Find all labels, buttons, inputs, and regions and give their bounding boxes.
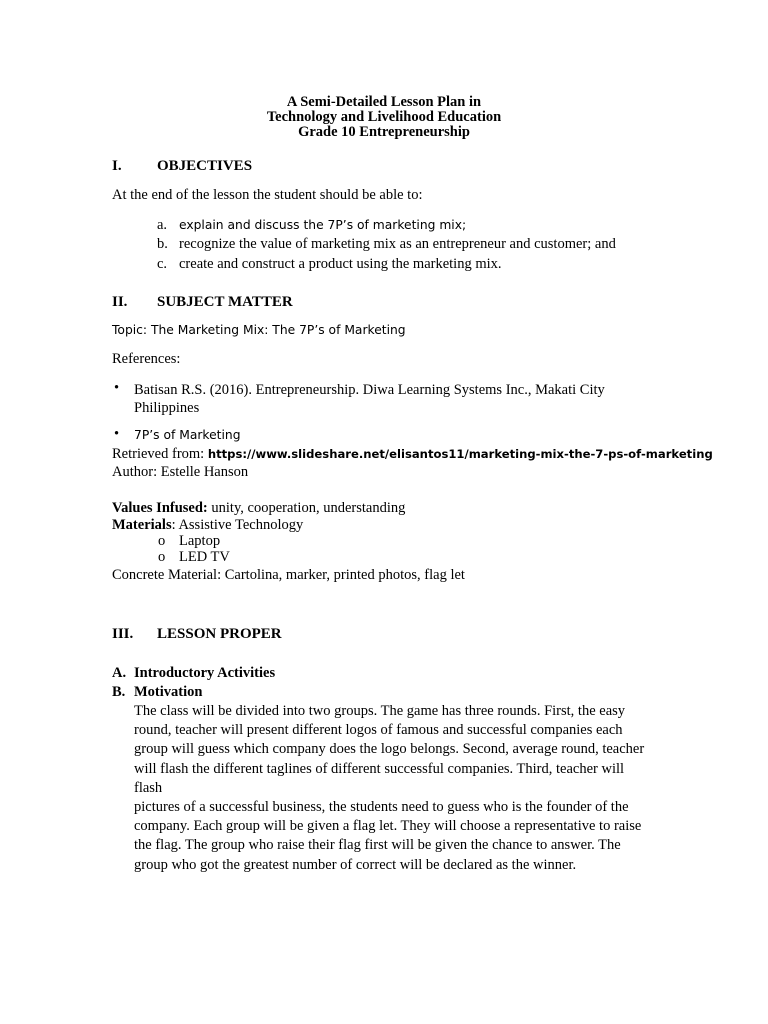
motivation-paragraph [134,702,654,875]
reference-1-line1: Batisan R.S. (2016). Entrepreneurship. Diwa Learning Systems Inc., Makati City [134,382,605,398]
subject-matter-heading: SUBJECT MATTER [157,294,293,310]
motivation-line: pictures of a successful business, the students need to guess who is the founder of the [134,799,629,816]
subject-matter-numeral: II. [112,294,128,310]
objectives-numeral: I. [112,158,122,174]
concrete-material-line: Concrete Material: Cartolina, marker, printed photos, flag let [112,567,465,583]
document-title-line3: Grade 10 Entrepreneurship [298,124,470,140]
values-infused-text: unity, cooperation, understanding [207,500,406,516]
objective-item-a: explain and discuss the 7P’s of marketing mix; [179,218,467,232]
material-item-laptop: Laptop [179,533,221,549]
reference-2-title: 7P’s of Marketing [134,428,241,442]
document-title-line2: Technology and Livelihood Education [266,109,502,125]
motivation-line: group will guess which company does the logo belongs. Second, average round, teacher [134,741,645,758]
lesson-proper-numeral: III. [112,626,134,642]
values-infused-line [112,501,405,516]
objectives-heading: OBJECTIVES [157,158,253,174]
material-marker: o [158,549,166,565]
topic-line: Topic: The Marketing Mix: The 7P’s of Marketing [112,323,406,337]
objective-marker-c: c. [157,256,168,272]
motivation-line: group who got the greatest number of correct will be declared as the winner. [134,856,577,873]
section-a-marker: A. [112,665,127,681]
values-infused-label: Values Infused: [112,500,208,516]
motivation-line: the flag. The group who raise their flag first will be given the chance to answer. The [134,837,621,854]
objective-item-c: create and construct a product using the marketing mix. [179,256,502,272]
material-marker: o [158,533,166,549]
objective-item-b: recognize the value of marketing mix as an entrepreneur and customer; and [179,236,616,252]
retrieved-url-link[interactable]: https://www.slideshare.net/elisantos11/marketing-mix-the-7-ps-of-marketing [207,447,713,461]
author-line: Author: Estelle Hanson [112,464,249,480]
material-item-led-tv: LED TV [179,549,230,565]
objective-marker-a: a. [157,217,168,233]
motivation-line: round, teacher will present different logos of famous and successful companies each [134,722,623,739]
materials-label: Materials [112,517,172,533]
motivation-line: company. Each group will be given a flag let. They will choose a representative to raise [134,818,642,835]
motivation-heading: Motivation [134,684,203,700]
introductory-activities-heading: Introductory Activities [134,665,276,681]
materials-line [112,518,303,533]
retrieved-from-line [112,447,713,462]
motivation-line: will flash the different taglines of different successful companies. Third, teacher will flash [134,760,625,796]
bullet-icon: • [114,426,120,442]
section-b-marker: B. [112,684,126,700]
references-label: References: [112,351,181,367]
document-title-line1: A Semi-Detailed Lesson Plan in [286,94,482,110]
bullet-icon: • [114,380,120,396]
motivation-line: The class will be divided into two groups. The game has three rounds. First, the easy [134,703,626,719]
lesson-proper-heading: LESSON PROPER [157,626,282,642]
reference-1-line2: Philippines [134,400,200,416]
materials-text: : Assistive Technology [171,517,304,533]
objectives-intro: At the end of the lesson the student should be able to: [112,187,423,203]
objective-marker-b: b. [157,236,168,252]
retrieved-from-label: Retrieved from: [112,446,208,462]
